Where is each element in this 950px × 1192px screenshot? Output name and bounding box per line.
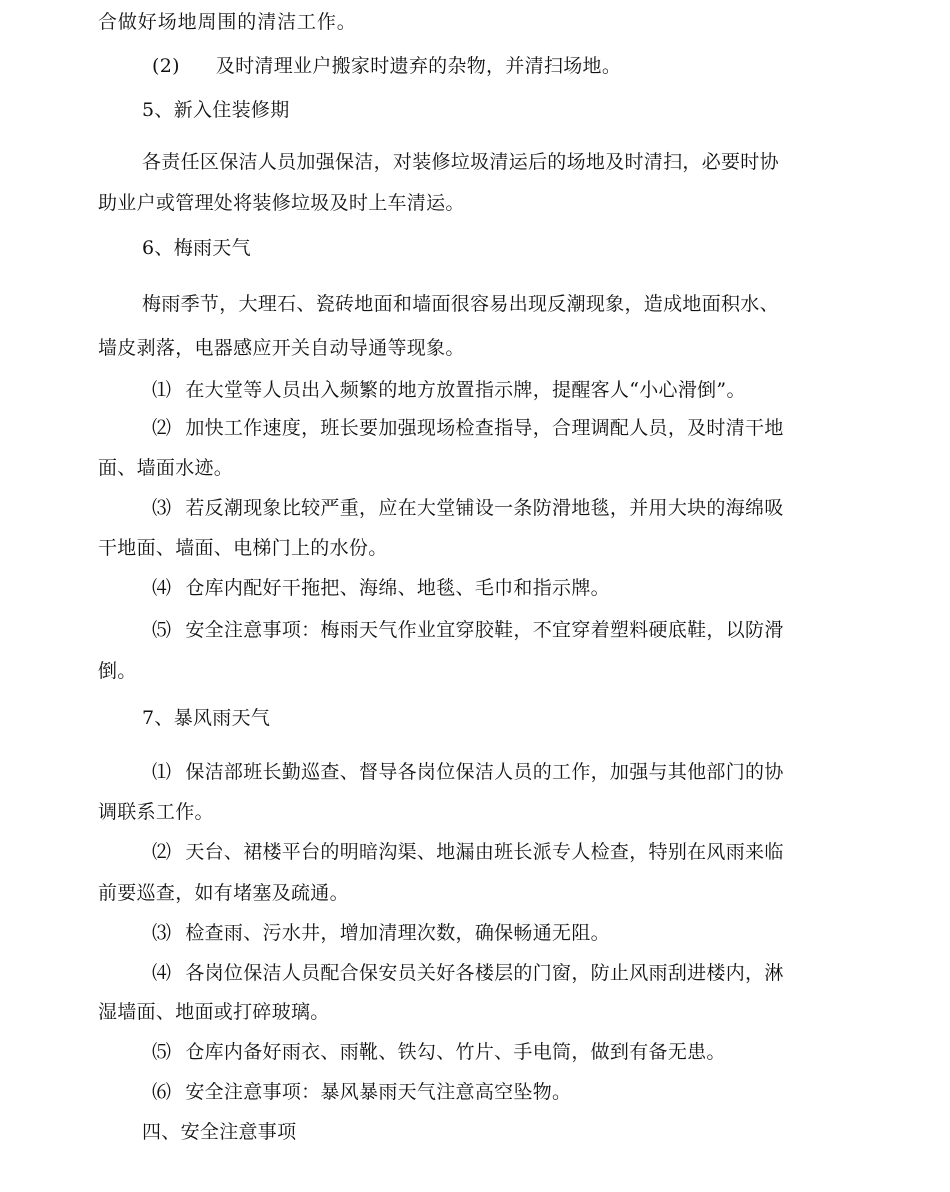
paragraph-continuation: 干地面、墙面、电梯门上的水份。 [98,537,388,559]
list-number: ⑴ [152,761,172,783]
list-number: (2) [152,55,180,77]
list-number: ⑸ [152,1041,172,1063]
section-heading: 四、安全注意事项 [142,1121,297,1143]
paragraph-continuation: 前要巡查，如有堵塞及疏通。 [98,882,349,904]
list-number: ⑵ [152,417,172,439]
section-heading: 5、新入住装修期 [142,99,290,121]
paragraph-continuation: 面、墙面水迹。 [98,457,234,479]
list-item-text: 天台、裙楼平台的明暗沟渠、地漏由班长派专人检查，特别在风雨来临 [185,841,784,863]
list-number: ⑴ [152,379,172,401]
list-number: ⑵ [152,841,172,863]
paragraph-continuation: 湿墙面、地面或打碎玻璃。 [98,1001,330,1023]
list-number: ⑷ [152,577,172,599]
list-item-text: 仓库内备好雨衣、雨靴、铁勾、竹片、手电筒，做到有备无患。 [185,1041,726,1063]
paragraph: 梅雨季节，大理石、瓷砖地面和墙面很容易出现反潮现象，造成地面积水、 [142,293,779,315]
section-heading: 6、梅雨天气 [142,237,251,259]
list-item [152,840,912,864]
list-item [152,576,912,600]
list-item [152,416,912,440]
list-number: ⑷ [152,962,172,984]
paragraph-continuation: 合做好场地周围的清洁工作。 [98,11,357,33]
paragraph-continuation: 调联系工作。 [98,801,214,823]
list-item [152,618,912,642]
list-item [152,54,912,78]
paragraph-continuation: 倒。 [98,660,137,682]
list-item-text: 若反潮现象比较严重，应在大堂铺设一条防滑地毯，并用大块的海绵吸 [185,497,784,519]
list-item-text: 安全注意事项：暴风暴雨天气注意高空坠物。 [185,1081,572,1103]
list-item-text: 加快工作速度，班长要加强现场检查指导，合理调配人员，及时清干地 [185,417,784,439]
paragraph: 各责任区保洁人员加强保洁，对装修垃圾清运后的场地及时清扫，必要时协 [142,151,779,173]
list-item-text: 安全注意事项：梅雨天气作业宜穿胶鞋，不宜穿着塑料硬底鞋，以防滑 [185,619,784,641]
list-item [152,496,912,520]
list-item-text: 及时清理业户搬家时遗弃的杂物，并清扫场地。 [215,55,622,77]
paragraph-continuation: 助业户或管理处将装修垃圾及时上车清运。 [98,192,465,214]
list-item [152,1040,912,1064]
list-item [152,921,912,945]
list-item [152,378,912,402]
list-item-text: 仓库内配好干拖把、海绵、地毯、毛巾和指示牌。 [185,577,610,599]
list-item-text: 检查雨、污水井，增加清理次数，确保畅通无阻。 [185,922,610,944]
list-number: ⑶ [152,922,172,944]
list-item-text: 各岗位保洁人员配合保安员关好各楼层的门窗，防止风雨刮进楼内，淋 [185,962,784,984]
list-item [152,760,912,784]
paragraph-continuation: 墙皮剥落，电器感应开关自动导通等现象。 [98,337,465,359]
list-item-text: 在大堂等人员出入频繁的地方放置指示牌，提醒客人“小心滑倒”。 [185,379,746,401]
list-item [152,961,912,985]
section-heading: 7、暴风雨天气 [142,707,271,729]
list-item [152,1080,912,1104]
list-item-text: 保洁部班长勤巡查、督导各岗位保洁人员的工作，加强与其他部门的协 [185,761,784,783]
list-number: ⑹ [152,1081,172,1103]
list-number: ⑸ [152,619,172,641]
list-number: ⑶ [152,497,172,519]
